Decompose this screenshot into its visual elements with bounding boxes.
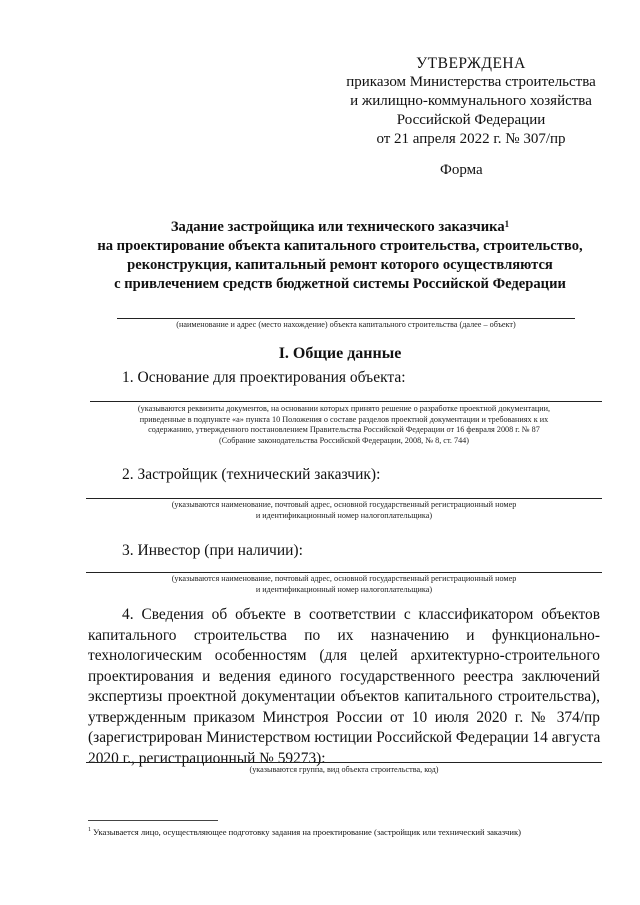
item-4-line: утвержденным приказом Минстроя России от 10 июля 2020 г. № 374/пр	[88, 708, 600, 726]
approval-line: от 21 апреля 2022 г. № 307/пр	[376, 131, 566, 147]
footnote-separator	[88, 820, 218, 821]
item-3-caption: (указываются наименование, почтовый адрес, основной государственный регистрационный номер и идентификационный номер налогоплательщика)	[171, 574, 517, 594]
approval-line: и жилищно-коммунального хозяйства	[350, 93, 592, 109]
item-4-field-line[interactable]	[86, 762, 602, 763]
object-name-field-line[interactable]	[117, 318, 575, 319]
approval-heading: УТВЕРЖДЕНА	[416, 55, 526, 72]
item-4-line: экспертизы проектной документации объектов капитального строительства),	[88, 688, 600, 705]
item-2-label: 2. Застройщик (технический заказчик):	[122, 466, 381, 483]
item-4-line: 4. Сведения об объекте в соответствии с классификатором объектов	[122, 606, 600, 623]
item-4-line: капитального строительства по их назначению и функционально-	[88, 626, 600, 644]
approval-line: Российской Федерации	[396, 112, 546, 128]
item-1-caption: (указываются реквизиты документов, на основании которых принято решение о разработке проектной документации, приведенные в подпункте «а» пункта 10 Положения о составе разделов проектной документации и требованиях к их содержанию, утвержденного постановлением Правительства Российской Федерации от 16 февраля 2008 г. № 87 (Собрание законодательства Российской Федерации, 2008, № 8, ст. 744)	[137, 404, 551, 445]
item-2-field-line[interactable]	[86, 498, 602, 499]
item-4-line: проектирования и ведения единого государственного реестра заключений	[88, 667, 600, 685]
title-line-3: реконструкция, капитальный ремонт которого осуществляются	[127, 257, 553, 273]
item-2-caption: (указываются наименование, почтовый адрес, основной государственный регистрационный номер и идентификационный номер налогоплательщика)	[171, 500, 517, 520]
title-line-1: Задание застройщика или технического заказчика$^1$	[170, 219, 510, 235]
footnote	[88, 827, 521, 837]
section-heading: I. Общие данные	[278, 345, 402, 362]
footnote-text: Указывается лицо, осуществляющее подготовку задания на проектирование (застройщик или технический заказчик)	[93, 827, 521, 837]
form-label: Форма	[440, 162, 483, 178]
document-title	[60, 218, 620, 294]
approval-line: приказом Министерства строительства	[346, 74, 596, 90]
footnote-mark: 1	[88, 827, 91, 833]
title-line-2: на проектирование объекта капитального строительства, строительство,	[97, 238, 583, 254]
item-3-field-line[interactable]	[86, 572, 602, 573]
title-line-4: с привлечением средств бюджетной системы Российской Федерации	[114, 276, 566, 292]
item-3-label: 3. Инвестор (при наличии):	[122, 542, 303, 559]
item-4-line: (зарегистрирован Министерством юстиции Российской Федерации 14 августа	[88, 729, 601, 746]
item-4-line: технологическим особенностям (для целей архитектурно-строительного	[88, 647, 600, 664]
item-4-line: 2020 г., регистрационный № 59273):	[88, 749, 326, 767]
item-1-field-line[interactable]	[90, 401, 602, 402]
item-4-caption: (указываются группа, вид объекта строительства, код)	[249, 765, 439, 774]
approval-stamp	[336, 54, 606, 149]
item-1-label: 1. Основание для проектирования объекта:	[122, 369, 406, 386]
object-caption: (наименование и адрес (место нахождение) объекта капитального строительства (далее – объект)	[176, 320, 516, 329]
item-4-paragraph	[88, 605, 600, 769]
footnote-ref: 1	[504, 219, 510, 229]
